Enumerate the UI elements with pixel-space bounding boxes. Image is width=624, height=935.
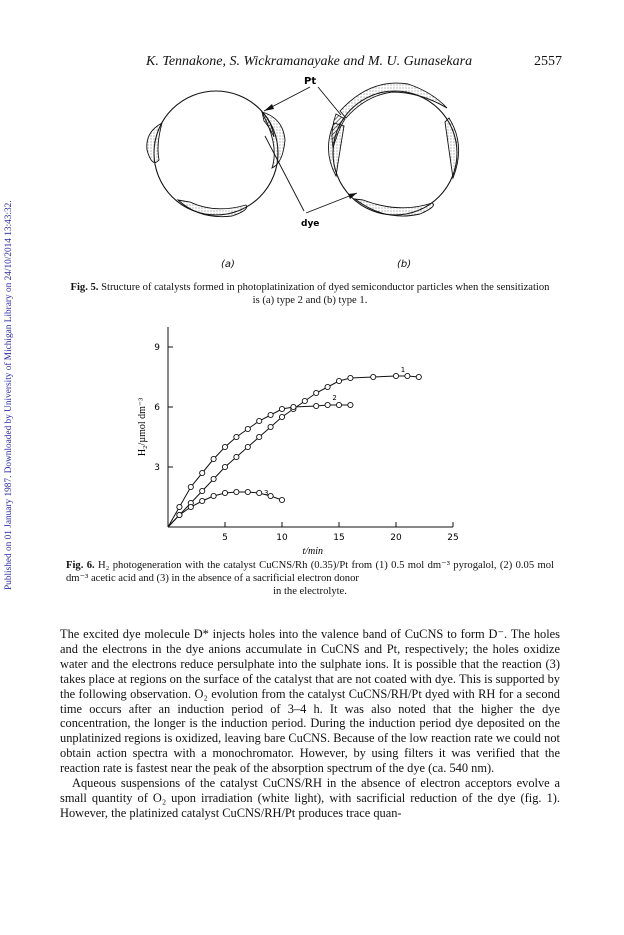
series-point-1	[348, 375, 353, 380]
y-axis-label: H₂/µmol dm⁻³	[137, 397, 148, 457]
figure-5-caption-label: Fig. 5.	[70, 282, 99, 293]
series-point-3	[279, 497, 284, 502]
series-point-1	[200, 488, 205, 493]
x-tick-label: 25	[447, 533, 459, 543]
paragraph-2: Aqueous suspensions of the catalyst CuCNS/RH in the absence of electron acceptors evolve a small quantity of O₂ upon irradiation (white light), with sacrificial reduction of the dye (fig. 1). However, the platinized catalyst CuCNS/RH/Pt produces trace quan-	[60, 776, 560, 820]
series-point-2	[268, 412, 273, 417]
y-tick-label: 6	[154, 403, 160, 413]
series-point-1	[416, 374, 421, 379]
series-point-3	[234, 489, 239, 494]
series-point-3	[268, 493, 273, 498]
y-tick-label: 9	[154, 343, 160, 353]
series-point-2	[336, 402, 341, 407]
series-point-3	[257, 490, 262, 495]
series-point-1	[405, 373, 410, 378]
series-point-1	[268, 424, 273, 429]
page-number: 2557	[534, 54, 562, 69]
body-text	[60, 627, 560, 821]
series-point-1	[325, 384, 330, 389]
series-point-1	[302, 398, 307, 403]
paragraph-1: The excited dye molecule D* injects holes into the valence band of CuCNS to form D⁻. The holes and the electrons in the dye anions accumulate in CuCNS and Pt, respectively; the holes oxidize water and the electrons reduce persulphate into the sulphate ions. It is possible that the reaction (3) takes place at regions on the surface of the catalyst that are not coated with dye. This is supported by the following observation. O₂ evolution from the catalyst CuCNS/RH/Pt dyed with RH for a second time occurs after an induction period of 3–4 h. It was also noted that the higher the dye concentration, the longer is the induction period. During the induction period dye deposited on the unplatinized regions is oxidized, leaving bare CuCNS. Because of the low reaction rate we could not obtain action spectra with a monochromator. However, by using filters it was verified that the reaction rate is fastest near the peak of the absorption spectrum of the dye (ca. 540 nm).	[60, 627, 560, 776]
figure-6-caption-text: H₂ photogeneration with the catalyst CuCNS/Rh (0.35)/Pt from (1) 0.5 mol dm⁻³ pyrogalol, (2) 0.05 mol dm⁻³ acetic acid and (3) in the absence of a sacrificial electron donor	[66, 560, 554, 584]
series-point-1	[314, 390, 319, 395]
series-point-1	[257, 434, 262, 439]
x-tick-label: 15	[333, 533, 345, 543]
series-point-2	[177, 504, 182, 509]
series-point-2	[245, 426, 250, 431]
series-point-1	[336, 378, 341, 383]
label-dye: dye	[301, 219, 320, 229]
series-point-2	[222, 444, 227, 449]
series-point-2	[348, 402, 353, 407]
series-point-2	[257, 418, 262, 423]
figure-5-caption-text: Structure of catalysts formed in photoplatinization of dyed semiconductor particles when the sensitization is (a) type 2 and (b) type 1.	[101, 282, 550, 306]
series-point-1	[222, 464, 227, 469]
x-tick-label: 5	[222, 533, 228, 543]
series-label-1: 1	[400, 366, 406, 374]
header-authors: K. Tennakone, S. Wickramanayake and M. U. Gunasekara	[146, 54, 473, 69]
series-point-2	[211, 456, 216, 461]
series-label-3: 3	[264, 489, 269, 497]
series-point-2	[188, 484, 193, 489]
series-point-1	[371, 374, 376, 379]
y-tick-label: 3	[154, 463, 160, 473]
series-point-1	[211, 476, 216, 481]
panel-b-label: (b)	[397, 259, 412, 270]
series-point-1	[245, 444, 250, 449]
figure-6-caption-label: Fig. 6.	[66, 560, 95, 571]
series-point-3	[222, 490, 227, 495]
series-line-1	[168, 376, 419, 527]
series-point-2	[314, 403, 319, 408]
panel-a-label: (a)	[221, 259, 235, 270]
label-pt: Pt	[304, 76, 317, 87]
series-point-2	[291, 404, 296, 409]
series-point-2	[234, 434, 239, 439]
series-point-1	[234, 454, 239, 459]
series-point-3	[188, 504, 193, 509]
figure-6-caption	[66, 559, 554, 598]
x-axis-label: t/min	[302, 546, 324, 557]
series-point-2	[325, 402, 330, 407]
x-tick-label: 10	[276, 533, 288, 543]
series-point-1	[393, 373, 398, 378]
series-point-3	[245, 489, 250, 494]
series-label-2: 2	[332, 394, 337, 402]
series-point-2	[200, 470, 205, 475]
figure-6-caption-last: in the electrolyte.	[273, 586, 347, 597]
series-point-3	[200, 498, 205, 503]
series-point-2	[279, 406, 284, 411]
series-point-1	[279, 414, 284, 419]
series-point-3	[177, 512, 182, 517]
series-point-3	[211, 493, 216, 498]
x-tick-label: 20	[390, 533, 402, 543]
download-notice: Published on 01 January 1987. Downloaded by University of Michigan Library on 24/10/2014 13:43:32.	[4, 200, 14, 590]
